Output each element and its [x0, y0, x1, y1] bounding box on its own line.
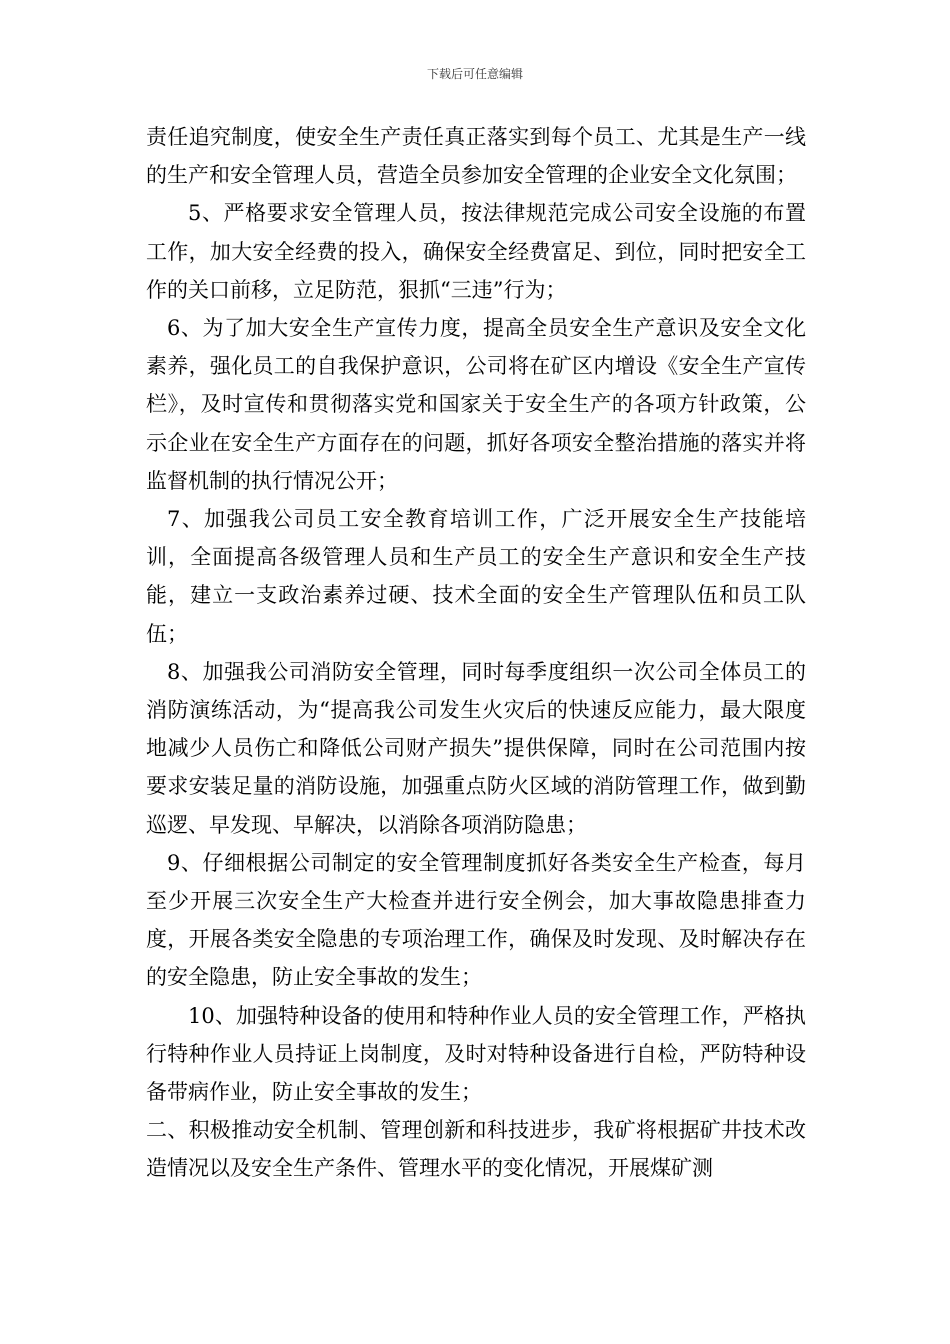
paragraph-item-7: 7、加强我公司员工安全教育培训工作，广泛开展安全生产技能培训，全面提高各级管理人员和生产员工的安全生产意识和安全生产技能，建立一支政治素养过硬、技术全面的安全生产管理队伍和员工队伍； [146, 507, 806, 646]
paragraph-item-5: 5、严格要求安全管理人员，按法律规范完成公司安全设施的布置工作，加大安全经费的投入，确保安全经费富足、到位，同时把安全工作的关口前移，立足防范，狠抓“三违”行为； [146, 201, 806, 302]
paragraph-item-8: 8、加强我公司消防安全管理，同时每季度组织一次公司全体员工的消防演练活动，为“提高我公司发生火灾后的快速反应能力，最大限度地减少人员伤亡和降低公司财产损失”提供保障，同时在公司范围内按要求安装足量的消防设施，加强重点防火区域的消防管理工作，做到勤巡逻、早发现、早解决，以消除各项消防隐患； [146, 659, 806, 837]
paragraph-item-9: 9、仔细根据公司制定的安全管理制度抓好各类安全生产检查，每月至少开展三次安全生产大检查并进行安全例会，加大事故隐患排查力度，开展各类安全隐患的专项治理工作，确保及时发现、及时解决存在的安全隐患，防止安全事故的发生； [146, 850, 806, 990]
paragraph-item-6: 6、为了加大安全生产宣传力度，提高全员安全生产意识及安全文化素养，强化员工的自我保护意识，公司将在矿区内增设《安全生产宣传栏》，及时宣传和贯彻落实党和国家关于安全生产的各项方针政策，公示企业在安全生产方面存在的问题，抓好各项安全整治措施的落实并将监督机制的执行情况公开； [146, 316, 806, 493]
document-body [146, 118, 806, 1188]
paragraph-item-10: 10、加强特种设备的使用和特种作业人员的安全管理工作，严格执行特种作业人员持证上岗制度，及时对特种设备进行自检，严防特种设备带病作业，防止安全事故的发生； [146, 1003, 806, 1105]
paragraph-section-2: 二、积极推动安全机制、管理创新和科技进步，我矿将根据矿井技术改造情况以及安全生产条件、管理水平的变化情况，开展煤矿测 [146, 1118, 806, 1181]
paragraph-continuation: 责任追究制度，使安全生产责任真正落实到每个员工、尤其是生产一线的生产和安全管理人员，营造全员参加安全管理的企业安全文化氛围； [146, 125, 806, 188]
page-header: 下载后可任意编辑 [426, 67, 523, 81]
